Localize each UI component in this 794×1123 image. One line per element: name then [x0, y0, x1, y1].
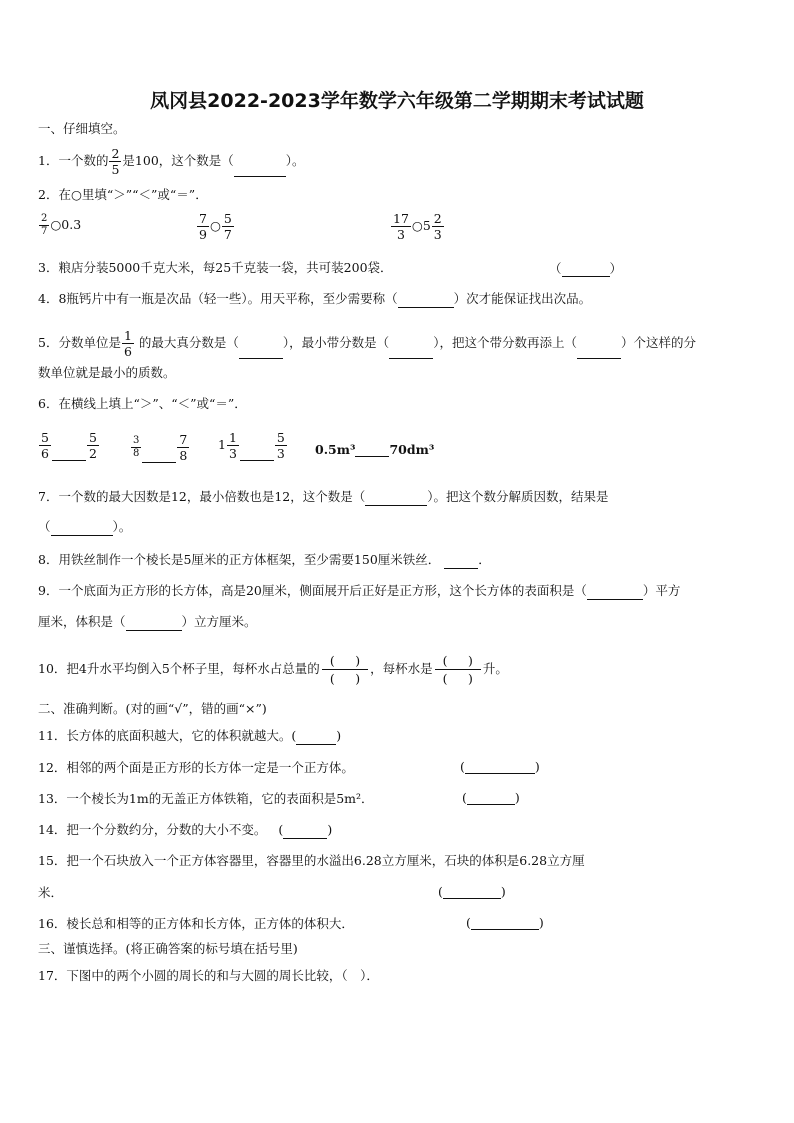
- question-9: [38, 582, 680, 600]
- q6a-frac-2: [87, 430, 99, 461]
- question-3: 3．粮店分装5000千克大米，每25千克装一袋，共可装200袋．: [38, 260, 393, 275]
- q9-line-2: [38, 613, 257, 631]
- q12-open: (: [460, 759, 465, 774]
- q2a-den: 7: [41, 226, 48, 237]
- q12-answer: [460, 759, 540, 774]
- q1-answer-blank[interactable]: [234, 163, 286, 177]
- q6d-left: 0.5m³: [315, 442, 356, 457]
- q13-close: ): [514, 790, 520, 805]
- q13-answer: [462, 790, 520, 805]
- q12-close: ): [534, 759, 540, 774]
- q14-text: 14．把一个分数约分，分数的大小不变。: [38, 822, 267, 837]
- section-1-heading: 一、仔细填空。: [38, 121, 126, 136]
- question-14: [38, 821, 332, 839]
- question-7: [38, 488, 609, 506]
- q3-answer: [549, 259, 622, 277]
- q9-blank-1[interactable]: [587, 586, 643, 600]
- q1-text-pre: 一个数的: [58, 153, 109, 168]
- q2-item-c: [390, 211, 445, 242]
- question-4: [38, 290, 591, 308]
- q5-blank-1[interactable]: [239, 345, 283, 359]
- q5-text-3: ），把这个带分数再添上（: [433, 335, 577, 350]
- q6-item-b: [130, 432, 190, 463]
- q11-close: ): [336, 728, 342, 743]
- q2a-fraction: [39, 213, 49, 238]
- q16-answer-blank[interactable]: [471, 916, 539, 930]
- q7-text-1: 7．一个数的最大因数是12，最小倍数也是12，这个数是（: [38, 489, 366, 504]
- q5-frac-den: 6: [123, 344, 132, 359]
- q6c-blank[interactable]: [240, 447, 274, 461]
- q10-pre: 10．把4升水平均倒入5个杯子里，每杯水占总量的: [38, 661, 320, 676]
- q7-open: （: [38, 519, 51, 534]
- q2c-fraction-2: [432, 211, 444, 242]
- q9-blank-2[interactable]: [126, 617, 182, 631]
- q3-open: （: [549, 261, 562, 276]
- q15-answer-blank[interactable]: [443, 885, 501, 899]
- q5-line-2: 数单位就是最小的质数。: [38, 365, 176, 380]
- q12-answer-blank[interactable]: [465, 760, 535, 774]
- q1-fraction: [109, 146, 121, 177]
- question-15: 15．把一个石块放入一个正方体容器里，容器里的水溢出6.28立方厘米，石块的体积是6.28立方厘: [38, 853, 585, 868]
- q14-open: (: [278, 822, 284, 837]
- question-16: 16．棱长总和相等的正方体和长方体，正方体的体积大．: [38, 916, 354, 931]
- q6b-n2: 7: [179, 432, 188, 447]
- q8-text: 8．用铁丝制作一个棱长是5厘米的正方体框架，至少需要150厘米铁丝．: [38, 552, 441, 567]
- q2c-den1: 3: [396, 227, 405, 242]
- q9-text-2: 厘米，体积是（: [38, 614, 126, 629]
- q6a-n1: 5: [41, 430, 49, 445]
- q6b-n1: 3: [133, 435, 140, 446]
- q10-mid: ，每杯水是: [370, 661, 433, 676]
- q7-text-2: ）。把这个数分解质因数，结果是: [427, 489, 609, 504]
- q6b-frac-2: [177, 432, 189, 463]
- q2c-den2: 3: [433, 227, 442, 242]
- q11-answer-blank[interactable]: [296, 731, 336, 745]
- q5-frac-num: 1: [123, 328, 132, 343]
- q6c-d2: 3: [276, 446, 285, 461]
- q6-item-a: [38, 430, 100, 461]
- section-2-heading: 二、准确判断。(对的画“√”，错的画“×”): [38, 701, 267, 716]
- q8-answer-blank[interactable]: [444, 555, 478, 569]
- q2c-num1: 17: [393, 211, 409, 226]
- q10-paren-close-1: ): [355, 653, 361, 668]
- q2b-fraction-1: [197, 211, 209, 242]
- q1-frac-num: 2: [111, 146, 120, 161]
- q14-close: ): [327, 822, 333, 837]
- q15-open: (: [438, 884, 443, 899]
- q5-pre: 分数单位是: [58, 335, 121, 350]
- question-10: [38, 652, 508, 687]
- q2a-num: 2: [41, 213, 48, 224]
- q5-fraction: [122, 328, 134, 359]
- q5-blank-3[interactable]: [577, 345, 621, 359]
- q3-answer-blank[interactable]: [562, 263, 610, 277]
- q6b-frac-1: [131, 435, 141, 460]
- q7-line-2: [38, 518, 131, 536]
- question-1: [38, 146, 305, 177]
- q6d-right: 70dm³: [389, 442, 435, 457]
- q14-answer-blank[interactable]: [283, 825, 327, 839]
- q2b-num1: 7: [199, 211, 207, 226]
- q2c-fraction-1: [391, 211, 411, 242]
- q6c-d1: 3: [228, 446, 237, 461]
- q2b-fraction-2: [222, 211, 234, 242]
- q6c-frac-2: [275, 430, 287, 461]
- question-6: 6．在横线上填上“＞”、“＜”或“＝”．: [38, 396, 247, 411]
- q1-frac-den: 5: [111, 162, 120, 177]
- question-12: 12．相邻的两个面是正方形的长方体一定是一个正方体。: [38, 760, 354, 775]
- q2b-compare-circle[interactable]: ○: [209, 218, 221, 233]
- q5-text-2: ），最小带分数是（: [282, 335, 390, 350]
- q5-number: 5．: [38, 335, 59, 350]
- q10-paren-open-1: (: [329, 653, 335, 668]
- q6a-blank[interactable]: [52, 447, 86, 461]
- section-3-heading: 三、谨慎选择。(将正确答案的标号填在括号里): [38, 941, 298, 956]
- exam-title: 凤冈县2022-2023学年数学六年级第二学期期末考试试题: [150, 90, 644, 112]
- q2b-den1: 9: [199, 227, 207, 242]
- q10-paren-close-4: ): [468, 671, 473, 686]
- q13-open: (: [462, 790, 467, 805]
- q9-text-2-end: ）立方厘米。: [181, 614, 257, 629]
- q10-paren-open-3: (: [442, 653, 448, 668]
- q10-paren-close-2: ): [355, 671, 361, 686]
- q6a-n2: 5: [88, 430, 97, 445]
- q2-item-a: [38, 213, 81, 238]
- q6c-n1: 1: [228, 430, 237, 445]
- q6a-d2: 2: [88, 446, 97, 461]
- q7-blank-1[interactable]: [365, 492, 427, 506]
- q6b-d2: 8: [179, 448, 188, 463]
- question-13: 13．一个棱长为1m的无盖正方体铁箱，它的表面积是5m²．: [38, 791, 374, 806]
- q5-text-1: 的最大真分数是（: [138, 335, 239, 350]
- q10-end: 升。: [482, 661, 508, 676]
- question-17: 17．下图中的两个小圆的周长的和与大圆的周长比较，（ ）．: [38, 968, 379, 983]
- q13-answer-blank[interactable]: [467, 791, 515, 805]
- q15-close: ): [500, 884, 506, 899]
- q2a-rest[interactable]: ○0.3: [50, 217, 82, 232]
- q4-text: 4．8瓶钙片中有一瓶是次品（轻一些）。用天平称，至少需要称（: [38, 291, 398, 306]
- q2c-num2: 2: [433, 211, 442, 226]
- q6-item-d: [315, 442, 434, 457]
- q7-blank-2[interactable]: [51, 522, 113, 536]
- q6b-d1: 8: [133, 448, 140, 459]
- question-11: [38, 727, 341, 745]
- q15-answer: [438, 884, 506, 899]
- q1-text-close: ）。: [285, 153, 305, 168]
- q6c-frac-1: [227, 430, 239, 461]
- q8-end: ．: [478, 552, 491, 567]
- question-5: [38, 328, 696, 359]
- q10-amount-blank[interactable]: [435, 652, 481, 687]
- q9-text-1-end: ）平方: [642, 583, 681, 598]
- q10-paren-close-3: ): [468, 653, 473, 668]
- q1-number: 1．: [38, 153, 59, 168]
- q2c-compare-circle[interactable]: ○5: [411, 218, 431, 233]
- q16-answer: [466, 915, 544, 930]
- q6b-blank[interactable]: [142, 449, 176, 463]
- q15-line-2: 米．: [38, 885, 64, 900]
- q6c-whole: 1: [218, 437, 226, 452]
- q6a-frac-1: [39, 430, 51, 461]
- q16-close: ): [538, 915, 544, 930]
- q1-text-post: 是100，这个数是（: [122, 153, 234, 168]
- q6a-d1: 6: [41, 446, 49, 461]
- q2b-den2: 7: [223, 227, 232, 242]
- q10-fraction-blank[interactable]: [322, 652, 368, 687]
- q5-blank-2[interactable]: [389, 345, 433, 359]
- q4-answer-blank[interactable]: [398, 294, 454, 308]
- q2b-num2: 5: [223, 211, 232, 226]
- q16-open: (: [466, 915, 471, 930]
- q6d-blank[interactable]: [355, 443, 389, 457]
- q3-close: ）: [609, 261, 623, 276]
- q6-item-c: [218, 430, 288, 461]
- q7-close: ）。: [112, 519, 132, 534]
- q9-text-1: 9．一个底面为正方形的长方体，高是20厘米，侧面展开后正好是正方形，这个长方体的表面积是（: [38, 583, 587, 598]
- q5-text-4: ）个这样的分: [620, 335, 696, 350]
- q6c-n2: 5: [276, 430, 285, 445]
- q11-text: 11．长方体的底面积越大，它的体积就越大。(: [38, 728, 297, 743]
- question-2: 2．在○里填“＞”“＜”或“＝”．: [38, 187, 208, 202]
- q4-close: ）次才能保证找出次品。: [453, 291, 592, 306]
- question-8: [38, 551, 491, 569]
- q2-item-b: [196, 211, 235, 242]
- q10-paren-open-4: (: [442, 671, 448, 686]
- q10-paren-open-2: (: [329, 671, 335, 686]
